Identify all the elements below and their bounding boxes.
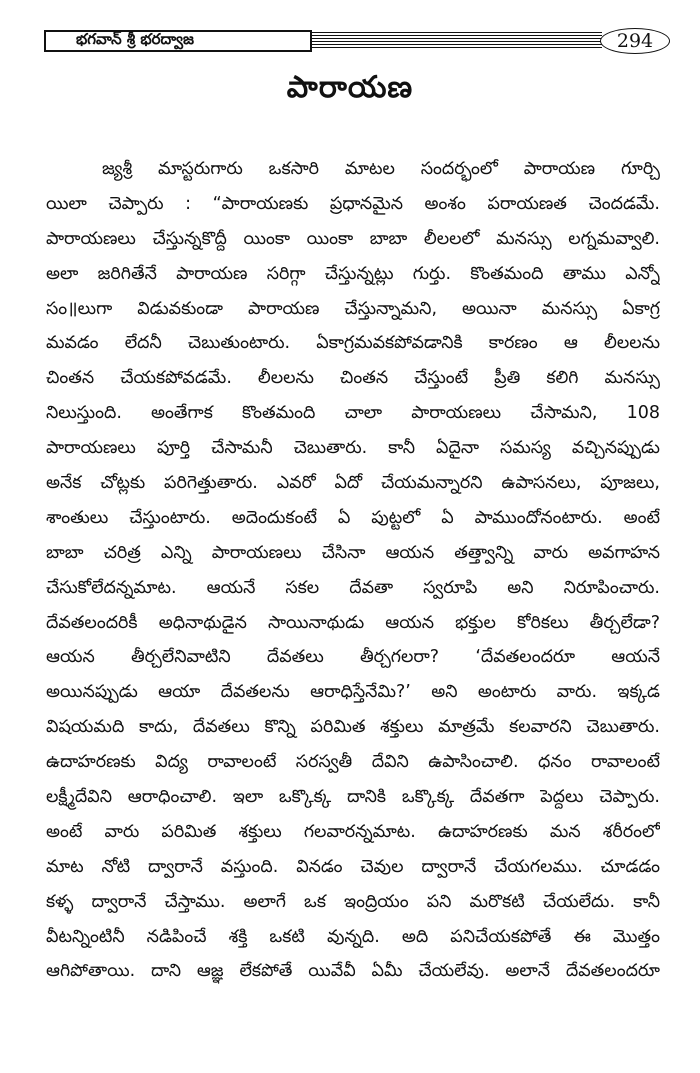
text-line: విషయమది కాదు, దేవతలు కొన్ని పరిమిత శక్తులు మాత్రమే కలవారని చెబుతారు. [46, 717, 660, 738]
text-line: పారాయణలు చేస్తున్నకొద్దీ యింకా యింకా బాబా లీలలలో మనస్సు లగ్నమవ్వాలి. [46, 228, 660, 249]
text-line: మాట నోటి ద్వారానే వస్తుంది. వినడం చెవుల ద్వారానే చేయగలము. చూడడం [46, 856, 660, 877]
drop-cap-letter: పూ [43, 145, 91, 186]
text-line: నిలుస్తుంది. అంతేగాక కొంతమంది చాలా పారాయణలు చేసామని, 108 [46, 403, 660, 424]
page-number: 294 [600, 28, 670, 54]
text-line: అయినప్పుడు ఆయా దేవతలను ఆరాధిస్తేనేమి?’ అని అంటారు వారు. ఇక్కడ [46, 682, 660, 703]
text-line: పారాయణలు పూర్తి చేసామనీ చెబుతారు. కానీ ఏదైనా సమస్య వచ్చినప్పుడు [46, 438, 660, 459]
text-line: వీటన్నింటినీ నడిపించే శక్తి ఒకటి వున్నది. అది పనిచేయకపోతే ఈ మొత్తం [46, 926, 660, 947]
text-line: ఉదాహరణకు విద్య రావాలంటే సరస్వతీ దేవిని ఉపాసించాలి. ధనం రావాలంటే [46, 752, 660, 773]
text-line: లక్ష్మీదేవిని ఆరాధించాలి. ఇలా ఒక్కొక్క దానికి ఒక్కొక్క దేవతగా పెద్దలు చెప్పారు. [46, 787, 660, 808]
text-line: దేవతలందరికీ అధినాథుడైన సాయినాథుడు ఆయన భక్తుల కోరికలు తీర్చలేడా? [46, 612, 660, 633]
text-line: ఆయన తీర్చలేనివాటిని దేవతలు తీర్చగలరా? ‘దేవతలందరూ ఆయనే [46, 647, 660, 668]
chapter-title: పారాయణ [286, 70, 414, 105]
text-line: మవడం లేదనీ చెబుతుంటారు. ఏకాగ్రమవకపోవడానికి కారణం ఆ లీలలను [46, 333, 660, 354]
text-line: అనేక చోట్లకు పరిగెత్తుతారు. ఎవరో ఏదో చేయమన్నారని ఉపాసనలు, పూజలు, [46, 473, 660, 494]
text-line: జ్యశ్రీ మాస్టరుగారు ఒకసారి మాటల సందర్భంలో పారాయణ గూర్చి [102, 159, 660, 179]
text-line: ఆగిపోతాయి. దాని ఆజ్ఞ లేకపోతే యివేవీ ఏమీ చేయలేవు. అలానే దేవతలందరూ [46, 961, 660, 982]
text-line: యిలా చెప్పారు : “పారాయణకు ప్రధానమైన అంశం పరాయణత చెందడమే. [46, 193, 660, 214]
book-title: భగవాన్ శ్రీ భరద్వాజ [44, 30, 312, 52]
text-line: చేసుకోలేదన్నమాట. ఆయనే సకల దేవతా స్వరూపి అని నిరూపించారు. [46, 577, 660, 598]
text-line: అలా జరిగితేనే పారాయణ సరిగ్గా చేస్తున్నట్లు గుర్తు. కొంతమంది తాము ఎన్నో [46, 263, 660, 284]
text-line: కళ్ళ ద్వారానే చేస్తాము. అలాగే ఒక ఇంద్రియం పని మరొకటి చేయలేదు. కానీ [46, 891, 660, 912]
text-line: సం॥లుగా విడువకుండా పారాయణ చేస్తున్నామని, అయినా మనస్సు ఏకాగ్ర [46, 298, 660, 319]
text-line: అంటే వారు పరిమిత శక్తులు గలవారన్నమాట. ఉదాహరణకు మన శరీరంలో [46, 821, 660, 842]
text-line: చింతన చేయకపోవడమే. లీలలను చింతన చేస్తుంటే ప్రీతి కలిగి మనస్సు [46, 368, 660, 389]
header-rule-lines [312, 32, 602, 50]
running-header [44, 28, 670, 56]
text-line: బాబా చరిత్ర ఎన్ని పారాయణలు చేసినా ఆయన తత్త్వాన్ని వారు అవగాహన [46, 542, 660, 563]
text-line: శాంతులు చేస్తుంటారు. అదెందుకంటే ఏ పుట్టలో ఏ పాముందోనంటారు. అంటే [46, 507, 660, 528]
body-paragraph [46, 152, 660, 989]
